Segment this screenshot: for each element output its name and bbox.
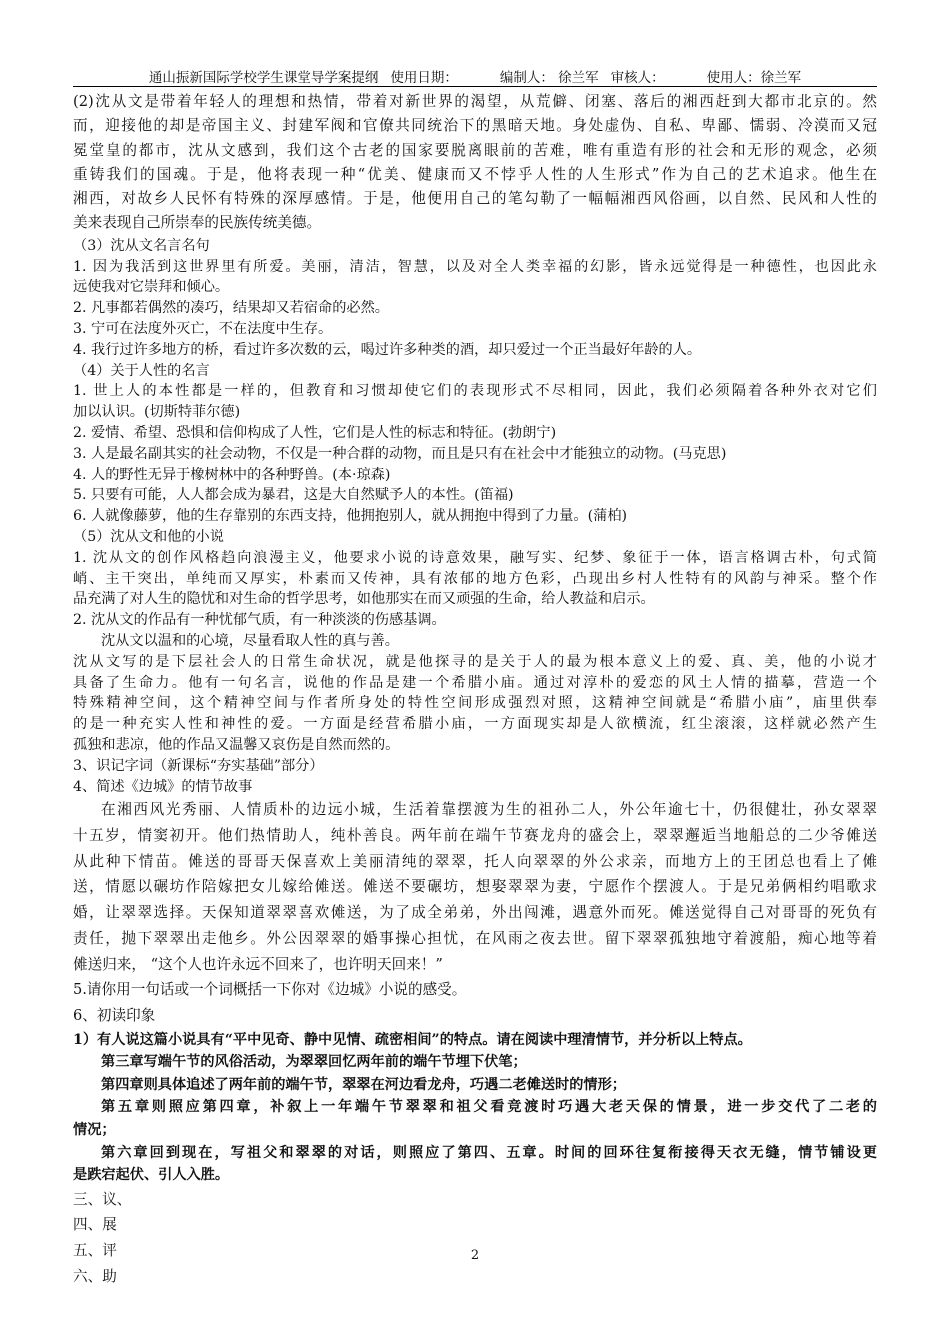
- text-line: 第三章写端午节的风俗活动，为翠翠回忆两年前的端午节埋下伏笔；: [101, 1054, 527, 1071]
- text-line: 第六章回到现在，写祖父和翠翠的对话，则照应了第四、五章。时间的回环往复衔接得天衣无缝，情节铺设更: [101, 1144, 877, 1161]
- text-line: 重铸我们的国魂。于是，他将表现一种“优美、健康而又不悖乎人性的人生形式”作为自己的艺术追求。他生在: [73, 165, 877, 183]
- section-heading: （3）沈从文名言名句: [73, 237, 210, 254]
- header-date: 使用日期：: [390, 70, 458, 86]
- step-item: 五、评: [73, 1241, 117, 1259]
- text-line: 1. 因为我活到这世界里有所爱。美丽，清洁，智慧，以及对全人类幸福的幻影，皆永远觉得是一种德性，也因此永: [73, 258, 877, 275]
- text-line: 加以认识。(切斯特菲尔德): [73, 404, 241, 421]
- header-reviewer: 审核人：: [610, 70, 665, 86]
- section-heading: （4）关于人性的名言: [73, 362, 210, 379]
- text-line: 5. 只要有可能，人人都会成为暴君，这是大自然赋予人的本性。(笛福): [73, 487, 514, 504]
- text-line: 第四章则具体追述了两年前的端午节，翠翠在河边看龙舟，巧遇二老傩送时的情形；: [101, 1076, 626, 1093]
- step-item: 六、助: [73, 1267, 117, 1285]
- text-line: 品充满了对人生的隐忧和对生命的哲学思考，如他那实在而又顽强的生命，给人教益和启示。: [73, 591, 655, 608]
- page-number: 2: [470, 1248, 480, 1263]
- text-line: 湘西，对故乡人民怀有特殊的深厚感情。于是，他便用自己的笔勾勒了一幅幅湘西风俗画，以自然、民风和人性的: [73, 190, 877, 208]
- text-line: 4. 人的野性无异于橡树林中的各种野兽。(本·琼森): [73, 466, 391, 483]
- step-item: 三、议、: [73, 1190, 132, 1208]
- section-heading: 6、初读印象: [73, 1006, 156, 1024]
- text-line: 十五岁，情窦初开。他们热情助人，纯朴善良。两年前在端午节赛龙舟的盛会上，翠翠邂逅当地船总的二少爷傩送: [73, 827, 877, 844]
- text-line: 3. 宁可在法度外灭亡，不在法度中生存。: [73, 320, 333, 337]
- story-summary: [73, 797, 877, 1028]
- quotes-section: [73, 236, 877, 798]
- text-line: 1. 世上人的本性都是一样的，但教育和习惯却使它们的表现形式不尽相同，因此，我们必须隔着各种外衣对它们: [73, 383, 877, 400]
- text-line: 沈从文写的是下层社会人的日常生命状况，就是他探寻的是关于人的最为根本意义上的爱、真、美，他的小说才: [73, 653, 877, 670]
- header-editor: 编制人： 徐兰军: [499, 70, 599, 86]
- text-line: 美来表现自己所崇奉的民族传统美德。: [73, 214, 322, 232]
- text-line: 3. 人是最名副其实的社会动物，不仅是一种合群的动物，而且是只有在社会中才能独立的动物。(马克思): [73, 445, 727, 462]
- text-line: 特殊精神空间，这个精神空间与作者所身处的特性空间形成强烈对照，这精神空间就是“希腊小庙”，庙里供奉: [73, 695, 877, 712]
- section-heading: 5.请你用一句话或一个词概括一下你对《边城》小说的感受。: [73, 981, 467, 999]
- text-line: 婚，让翠翠选择。天保知道翠翠喜欢傩送，为了成全弟弟，外出闯滩，遇意外而死。傩送觉得自己对哥哥的死负有: [73, 904, 877, 922]
- question-line: 1）有人说这篇小说具有“平中见奇、静中见情、疏密相间”的特点。请在阅读中理清情节，并分析以上特点。: [73, 1031, 752, 1048]
- text-line: 2. 爱情、希望、恐惧和信仰构成了人性，它们是人性的标志和特征。(勃朗宁): [73, 424, 557, 441]
- text-line: 4. 我行过许多地方的桥，看过许多次数的云，喝过许多种类的酒，却只爱过一个正当最好年龄的人。: [73, 341, 702, 358]
- page-header: [73, 66, 877, 87]
- text-line: 具备了生命力。他有一句名言，说他的作品是建一个希腊小庙。通过对淳朴的爱恋的风土人情的描摹，营造一个: [73, 674, 877, 691]
- document-body: [73, 90, 877, 1289]
- text-line: 峭、主干突出，单纯而又厚实，朴素而又传神，具有浓郁的地方色彩，凸现出乡村人性特有的风韵与神采。整个作: [73, 570, 877, 587]
- text-line: 2. 凡事都若偶然的凑巧，结果却又若宿命的必然。: [73, 300, 389, 317]
- analysis-answer: [73, 1029, 877, 1187]
- header-school: 通山振新国际学校学生课堂导学案提纲: [148, 70, 379, 86]
- section-heading: 4、简述《边城》的情节故事: [73, 778, 253, 795]
- text-line: 从此种下情苗。傩送的哥哥天保喜欢上美丽清纯的翠翠，托人向翠翠的外公求亲，而地方上的王团总也看上了傩: [73, 852, 877, 870]
- text-line: 情况；: [73, 1122, 116, 1138]
- text-line: 2. 沈从文的作品有一种忧郁气质，有一种淡淡的伤感基调。: [73, 612, 446, 629]
- text-line: 第五章则照应第四章，补叙上一年端午节翠翠和祖父看竞渡时巧遇大老天保的情景，进一步交代了二老的: [101, 1099, 877, 1116]
- section-heading: （5）沈从文和他的小说: [73, 528, 224, 545]
- text-line: 而，迎接他的却是帝国主义、封建军阀和官僚共同统治下的黑暗天地。身处虚伪、自私、卑鄙、懦弱、冷漠而又冠: [73, 117, 877, 135]
- lesson-steps: [73, 1187, 877, 1289]
- text-line: 送，情愿以碾坊作陪嫁把女儿嫁给傩送。傩送不要碾坊，想娶翠翠为妻，宁愿作个摆渡人。于是兄弟俩相约唱歌求: [73, 878, 877, 896]
- text-line: 的是一种充实人性和神性的爱。一方面是经营希腊小庙，一方面现实却是人欲横流，红尘滚滚，这样就必然产生: [73, 716, 877, 733]
- text-line: 傩送归来， “这个人也许永远不回来了，也许明天回来！”: [73, 955, 443, 973]
- step-item: 四、展: [73, 1216, 117, 1234]
- section-heading: 3、识记字词（新课标“夯实基础”部分）: [73, 757, 324, 774]
- header-user: 使用人：徐兰军: [706, 70, 802, 86]
- text-line: 1. 沈从文的创作风格趋向浪漫主义，他要求小说的诗意效果，融写实、纪梦、象征于一体，语言格调古朴，句式简: [73, 549, 877, 566]
- text-line: 在湘西风光秀丽、人情质朴的边远小城，生活着靠摆渡为生的祖孙二人，外公年逾七十，仍很健壮，孙女翠翠: [101, 801, 877, 819]
- text-line: 孤独和悲凉，他的作品又温馨又哀伤是自然而然的。: [73, 736, 400, 753]
- text-line: 远使我对它崇拜和倾心。: [73, 279, 230, 296]
- text-line: 责任，抛下翠翠出走他乡。外公因翠翠的婚事操心担忧，在风雨之夜去世。留下翠翠孤独地守着渡船，痴心地等着: [73, 929, 877, 947]
- text-line: 沈从文以温和的心境，尽量看取人性的真与善。: [101, 632, 399, 649]
- text-line: 是跌宕起伏、引人入胜。: [73, 1167, 230, 1184]
- text-line: 6. 人就像藤萝，他的生存靠别的东西支持，他拥抱别人，就从拥抱中得到了力量。(蒲柏): [73, 508, 628, 525]
- text-line: 冕堂皇的都市，沈从文感到，我们这个古老的国家要脱离眼前的苦难，唯有重造有形的社会和无形的观念，必须: [73, 141, 877, 159]
- text-line: (2)沈从文是带着年轻人的理想和热情，带着对新世界的渴望，从荒僻、闭塞、落后的湘西赶到大都市北京的。然: [73, 93, 877, 110]
- paragraph-shen-congwen-background: [73, 90, 877, 236]
